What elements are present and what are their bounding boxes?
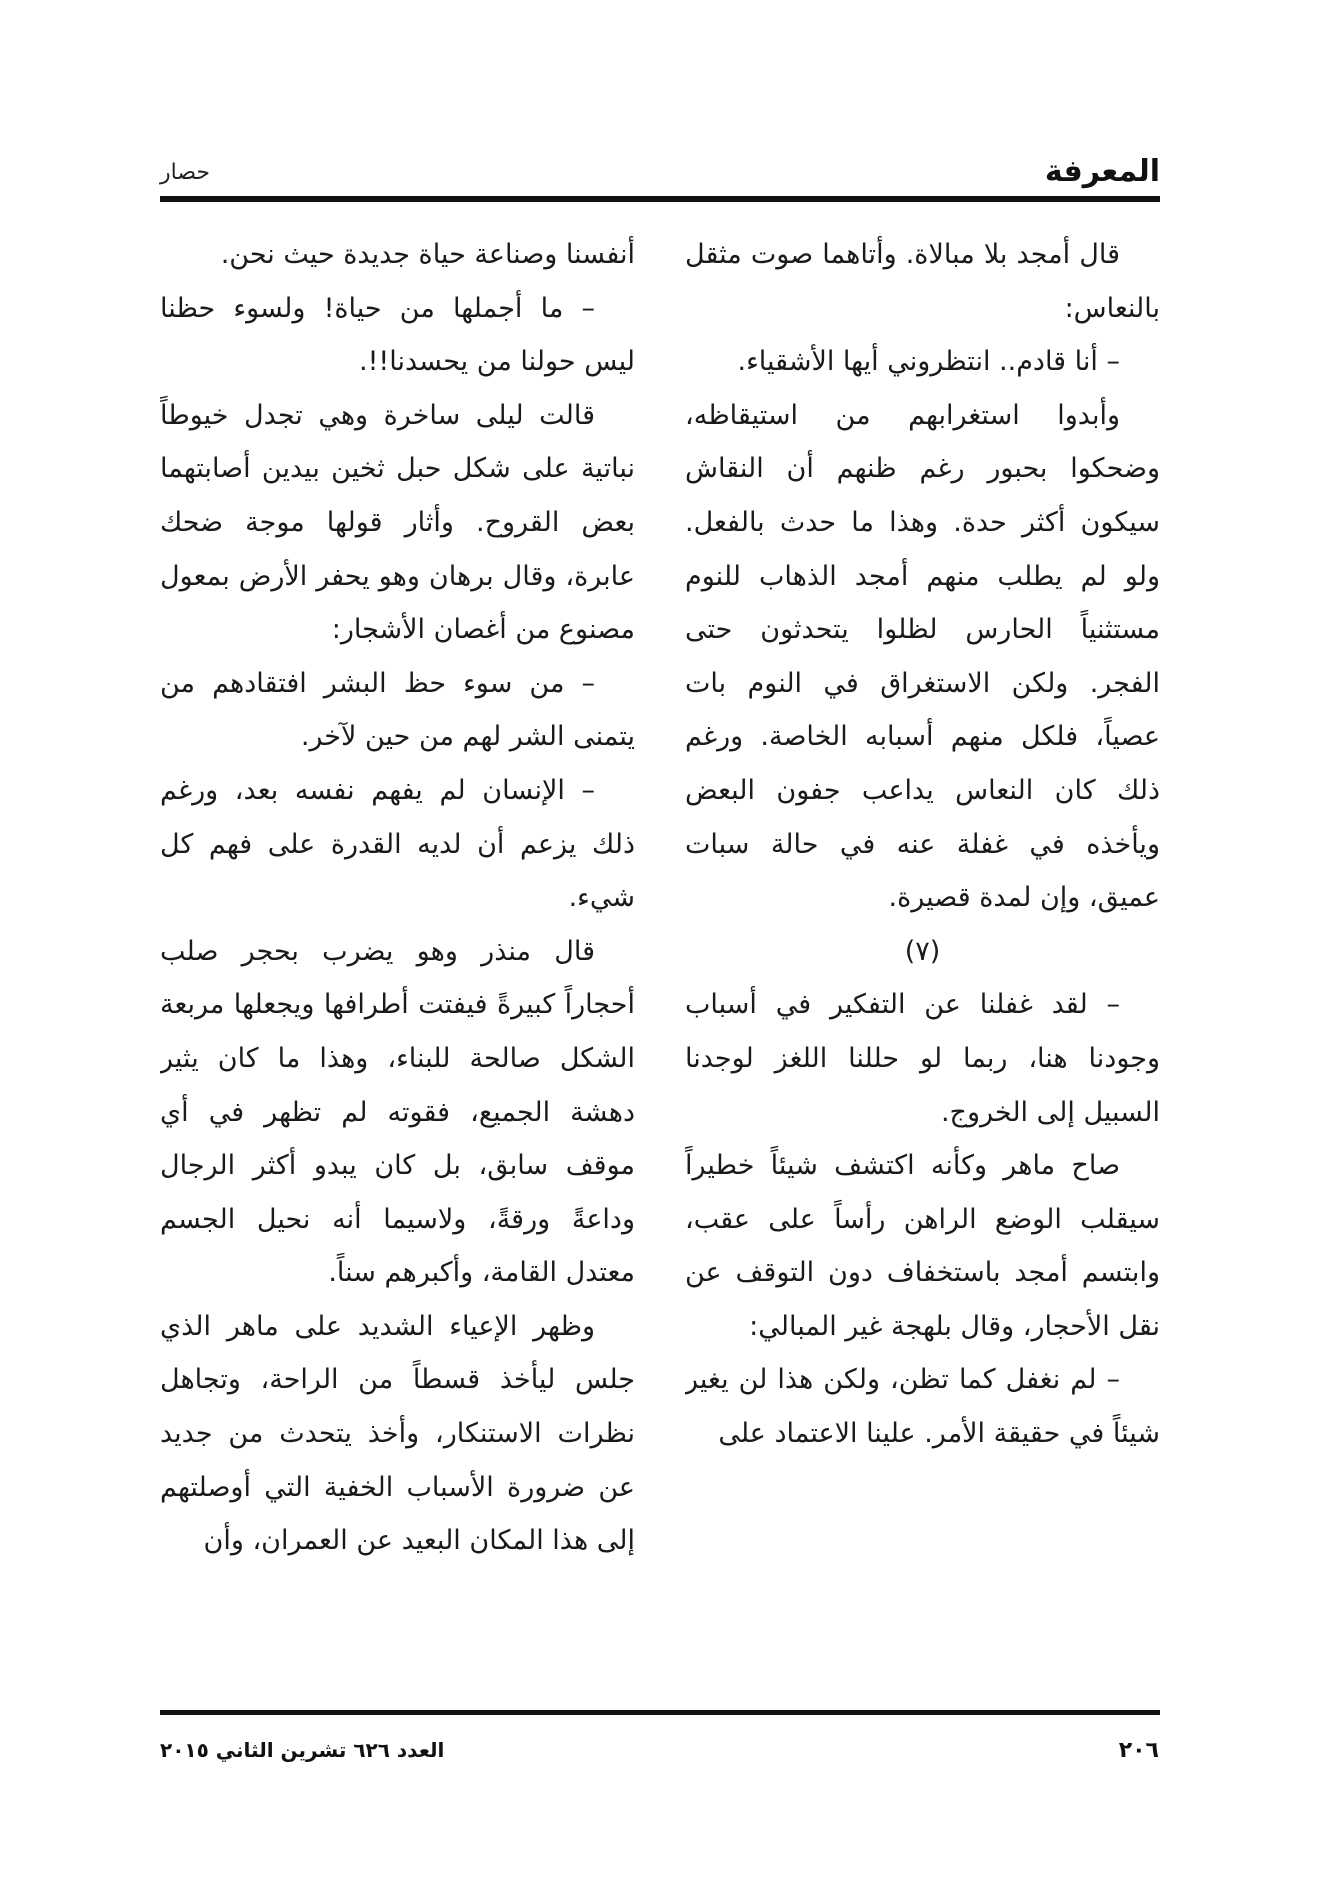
text-column-left	[160, 228, 635, 1698]
page-number: ٢٠٦	[1118, 1738, 1159, 1763]
paragraph: قال منذر وهو يضرب بحجر صلب أحجاراً كبيرةً فيفتت أطرافها ويجعلها مربعة الشكل صالحة للبناء، وهذا ما كان يثير دهشة الجميع، فقوته لم تظهر في أي موقف سابق، بل كان يبدو أكثر الرجال وداعةً ورقةً، ولاسيما أنه نحيل الجسم معتدل القامة، وأكبرهم سناً.	[160, 935, 635, 1289]
paragraph: قال أمجد بلا مبالاة. وأتاهما صوت مثقل بالنعاس:	[685, 239, 1160, 324]
paragraph: – الإنسان لم يفهم نفسه بعد، ورغم ذلك يزعم أن لديه القدرة على فهم كل شيء.	[160, 774, 635, 914]
section-number: (٧)	[904, 935, 941, 967]
paragraph: – من سوء حظ البشر افتقادهم من يتمنى الشر لهم من حين لآخر.	[160, 667, 635, 753]
paragraph: صاح ماهر وكأنه اكتشف شيئاً خطيراً سيقلب الوضع الراهن رأساً على عقب، وابتسم أمجد باستخفاف دون التوقف عن نقل الأحجار، وقال بلهجة غير المبالي:	[685, 1150, 1160, 1342]
page-header	[160, 150, 1160, 200]
paragraph: وظهر الإعياء الشديد على ماهر الذي جلس ليأخذ قسطاً من الراحة، وتجاهل نظرات الاستنكار، وأخذ يتحدث من جديد عن ضرورة الأسباب الخفية التي أوصلتهم إلى هذا المكان البعيد عن العمران، وأن	[160, 1310, 635, 1557]
section-title: حصار	[160, 160, 211, 185]
paragraph: – ما أجملها من حياة! ولسوء حظنا ليس حولنا من يحسدنا!!.	[160, 292, 635, 378]
paragraph: – لقد غفلنا عن التفكير في أسباب وجودنا هنا، ربما لو حللنا اللغز لوجدنا السبيل إلى الخروج.	[685, 989, 1160, 1128]
paragraph: وأبدوا استغرابهم من استيقاظه، وضحكوا بحبور رغم ظنهم أن النقاش سيكون أكثر حدة. وهذا ما حدث بالفعل. ولو لم يطلب منهم أمجد الذهاب للنوم مستثنياً الحارس لظلوا يتحدثون حتى الفجر. ولكن الاستغراق في النوم بات عصياً، فلكل منهم أسبابه الخاصة. ورغم ذلك كان النعاس يداعب جفون البعض ويأخذه في غفلة عنه في حالة سبات عميق، وإن لمدة قصيرة.	[685, 399, 1160, 914]
issue-info: العدد ٦٢٦ تشرين الثاني ٢٠١٥	[160, 1738, 445, 1762]
paragraph: – لم نغفل كما تظن، ولكن هذا لن يغير شيئاً في حقيقة الأمر. علينا الاعتماد على	[685, 1364, 1160, 1450]
header-rule	[160, 196, 1160, 202]
footer-rule	[160, 1710, 1160, 1715]
text-column-right	[685, 228, 1160, 1698]
paragraph: قالت ليلى ساخرة وهي تجدل خيوطاً نباتية على شكل حبل ثخين بيدين أصابتهما بعض القروح. وأثار قولها موجة ضحك عابرة، وقال برهان وهو يحفر الأرض بمعول مصنوع من أغصان الأشجار:	[160, 399, 635, 646]
paragraph: – أنا قادم.. انتظروني أيها الأشقياء.	[737, 346, 1120, 378]
magazine-logo: المعرفة	[1044, 154, 1160, 189]
paragraph: أنفسنا وصناعة حياة جديدة حيث نحن.	[220, 239, 635, 270]
